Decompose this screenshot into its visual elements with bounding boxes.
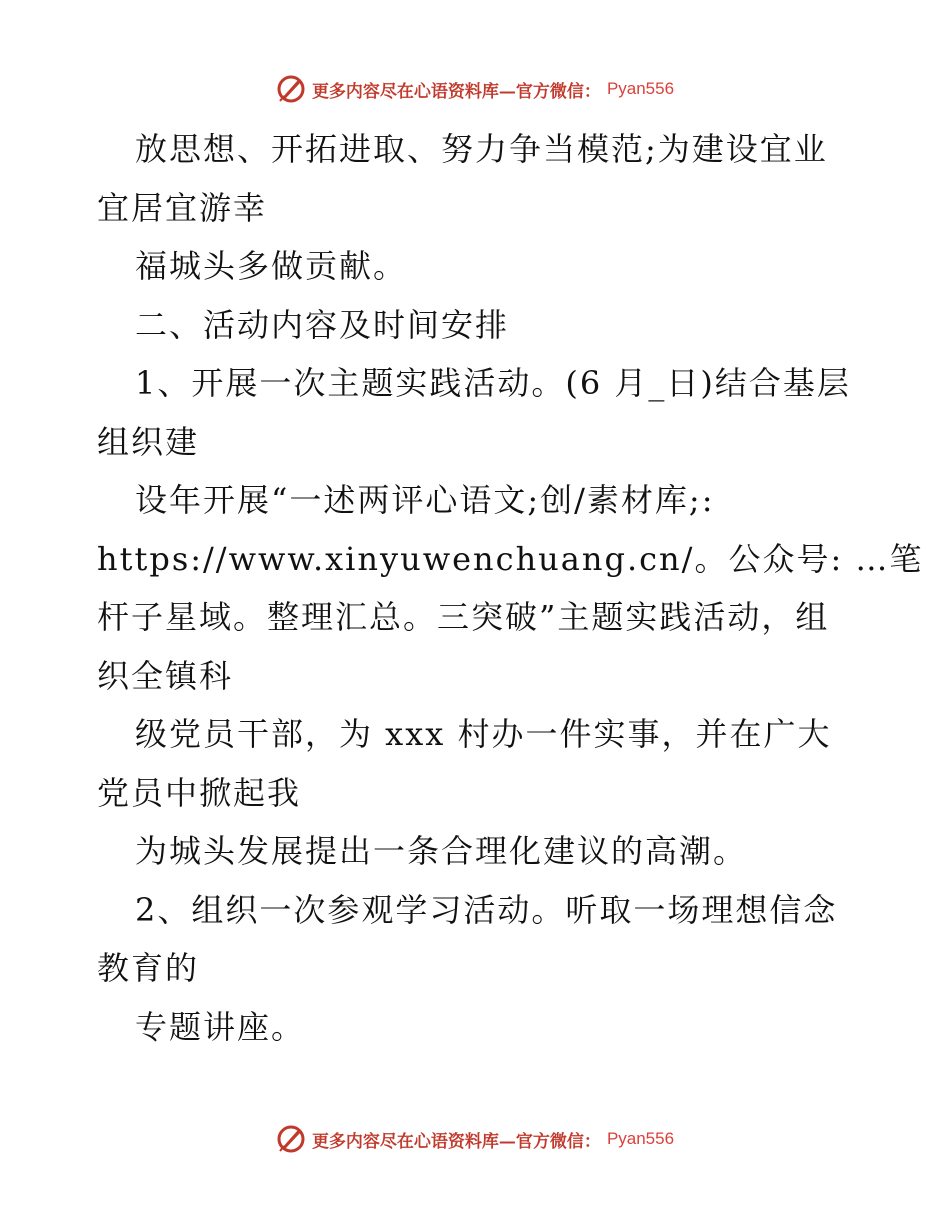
body-line: 设年开展“一述两评心语文;创/素材库;: [135,481,715,519]
header-banner-text: 更多内容尽在心语资料库—官方微信： [311,81,601,102]
footer-banner-text: 更多内容尽在心语资料库—官方微信： [311,1131,601,1152]
document-body [97,120,924,1056]
header-banner [0,72,950,106]
body-line: 专题讲座。 [135,1007,306,1046]
body-line: 杆子星域。整理汇总。三突破”主题实践活动，组 [97,598,830,636]
body-line: 1、开展一次主题实践活动。(6 月_日)结合基层 [135,364,851,402]
body-line: 为城头发展提出一条合理化建议的高潮。 [135,832,748,870]
body-line: 织全镇科 [97,656,234,695]
body-line: 组织建 [97,422,200,461]
quill-logo-icon [276,74,306,104]
body-line: 教育的 [97,949,200,987]
body-line: 福城头多做贡献。 [135,247,408,285]
body-line: 级党员干部，为 xxx 村办一件实事，并在广大 [135,715,832,753]
body-line: 宜居宜游幸 [97,188,268,227]
footer-banner [0,1122,950,1156]
section-heading: 二、活动内容及时间安排 [135,305,510,344]
body-line: 党员中掀起我 [97,773,302,812]
body-line: 放思想、开拓进取、努力争当模范;为建设宜业 [135,130,828,168]
quill-logo-icon [276,1124,306,1154]
body-line: 2、组织一次参观学习活动。听取一场理想信念 [135,890,838,929]
header-banner-contact: Pyan556 [606,79,675,98]
footer-banner-contact: Pyan556 [606,1129,675,1148]
body-line: https://www.xinyuwenchuang.cn/。公众号: …笔 [97,539,924,578]
